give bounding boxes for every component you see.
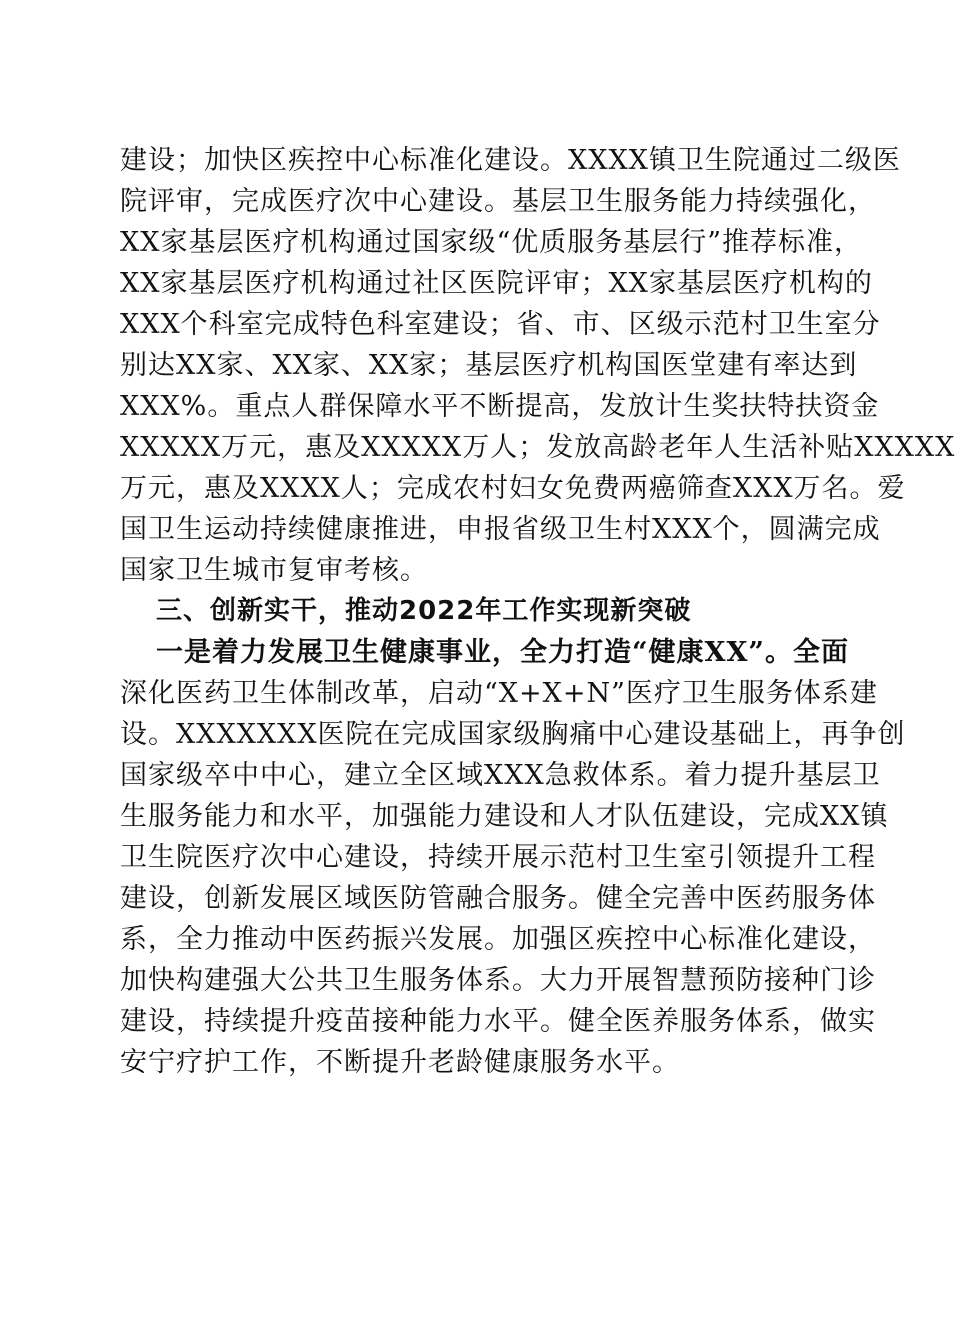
text-line: 安宁疗护工作，不断提升老龄健康服务水平。 xyxy=(120,1047,680,1078)
text-line: XXX个科室完成特色科室建设；省、市、区级示范村卫生室分 xyxy=(120,309,881,340)
text-line: 院评审，完成医疗次中心建设。基层卫生服务能力持续强化， xyxy=(120,186,876,217)
text-line: 别达XX家、XX家、XX家；基层医疗机构国医堂建有率达到 xyxy=(120,350,858,381)
text-line: 深化医药卫生体制改革，启动“X+X+N”医疗卫生服务体系建 xyxy=(120,678,878,709)
text-line: 国家卫生城市复审考核。 xyxy=(120,555,428,586)
text-line: 建设，持续提升疫苗接种能力水平。健全医养服务体系，做实 xyxy=(120,1006,876,1037)
text-line: 加快构建强大公共卫生服务体系。大力开展智慧预防接种门诊 xyxy=(120,965,876,996)
text-line: 建设，创新发展区域医防管融合服务。健全完善中医药服务体 xyxy=(120,883,876,914)
text-line: 万元，惠及XXXX人；完成农村妇女免费两癌筛查XXX万名。爱 xyxy=(120,473,906,504)
text-line: XX家基层医疗机构通过社区医院评审；XX家基层医疗机构的 xyxy=(120,268,873,299)
text-line: 系，全力推动中医药振兴发展。加强区疾控中心标准化建设， xyxy=(120,924,876,955)
text-line: 生服务能力和水平，加强能力建设和人才队伍建设，完成XX镇 xyxy=(120,801,889,832)
paragraph-lead-line: 一是着力发展卫生健康事业，全力打造“健康XX”。全面 xyxy=(156,637,849,668)
document-body xyxy=(120,140,955,1083)
paragraph-plan xyxy=(120,632,906,1083)
text-line: 国卫生运动持续健康推进，申报省级卫生村XXX个，圆满完成 xyxy=(120,514,881,545)
text-line: XXXXX万元，惠及XXXXX万人；发放高龄老年人生活补贴XXXXX xyxy=(120,432,955,463)
text-line: XX家基层医疗机构通过国家级“优质服务基层行”推荐标准， xyxy=(120,227,863,258)
paragraph-achievements xyxy=(120,140,955,591)
text-line: XXX%。重点人群保障水平不断提高，发放计生奖扶特扶资金 xyxy=(120,391,880,422)
text-line: 建设；加快区疾控中心标准化建设。XXXX镇卫生院通过二级医 xyxy=(120,145,901,176)
text-line: 国家级卒中中心，建立全区域XXX急救体系。着力提升基层卫 xyxy=(120,760,881,791)
text-line: 设。XXXXXXX医院在完成国家级胸痛中心建设基础上，再争创 xyxy=(120,719,906,750)
section-heading: 三、创新实干，推动2022年工作实现新突破 xyxy=(156,596,692,626)
text-line: 卫生院医疗次中心建设，持续开展示范村卫生室引领提升工程 xyxy=(120,842,876,873)
